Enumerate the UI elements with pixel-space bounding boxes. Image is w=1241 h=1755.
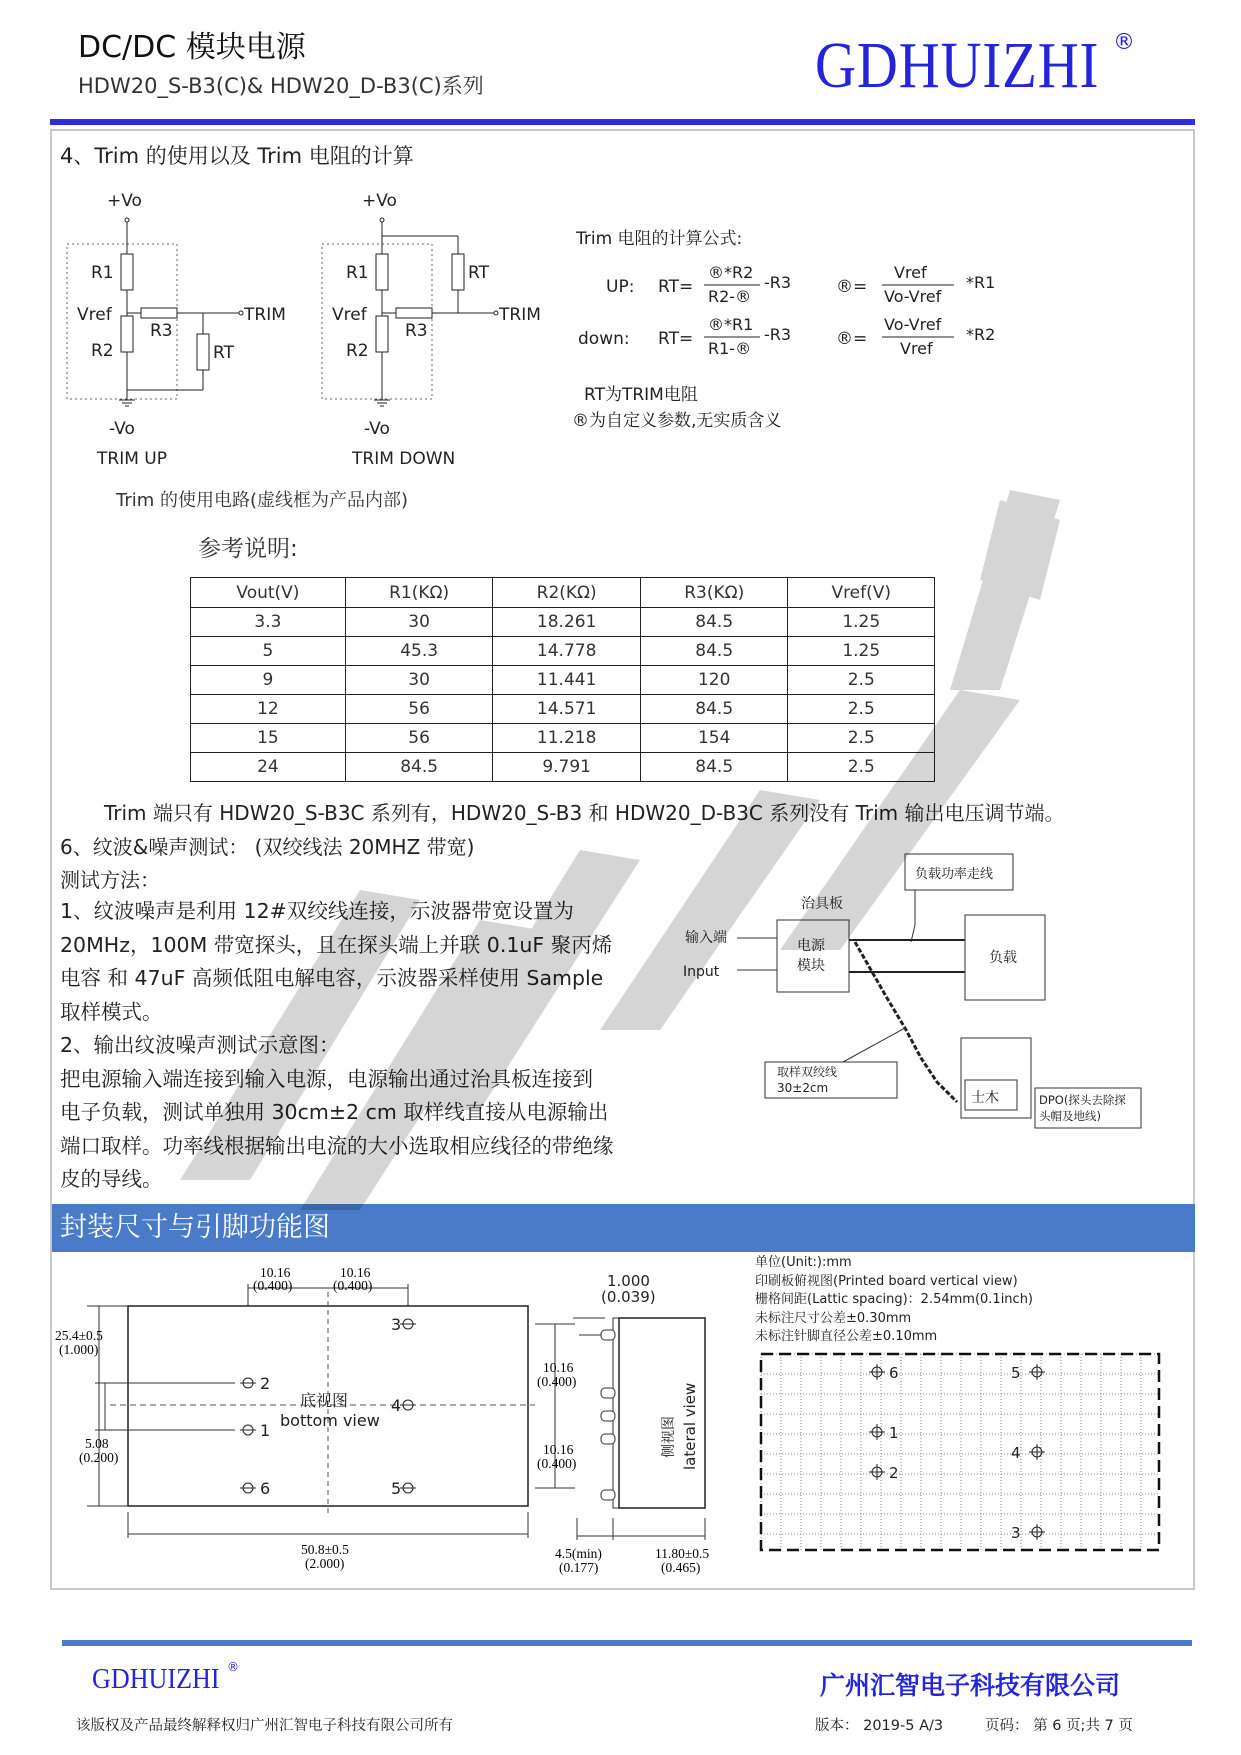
module-label-1: 电源 xyxy=(797,938,825,954)
up-r-eq: ®= xyxy=(836,277,868,297)
pin-6-label: 6 xyxy=(260,1479,271,1498)
document-title: DC/DC 模块电源 xyxy=(78,30,306,65)
reference-title: 参考说明: xyxy=(198,536,298,562)
registered-mark: ® xyxy=(1113,30,1135,55)
load-wire-label: 负载功率走线 xyxy=(915,867,994,882)
pcb-pin-4 xyxy=(1011,1444,1045,1462)
up-label: UP: xyxy=(606,277,635,297)
down-vref-label: Vref xyxy=(332,305,367,325)
pcb-pin-4-label: 4 xyxy=(1011,1444,1021,1462)
dim-depth-in: (0.465) xyxy=(661,1560,701,1575)
table-row xyxy=(191,637,935,666)
pcb-pin-2-label: 2 xyxy=(889,1464,899,1482)
header-r3: R3(KΩ) xyxy=(640,578,788,608)
down-rt-eq: RT= xyxy=(658,329,694,349)
pcb-pin-5-label: 5 xyxy=(1011,1364,1021,1382)
dpo-label-1: DPO(探头去除探 xyxy=(1039,1093,1126,1107)
note-line: 未标注尺寸公差±0.30mm xyxy=(755,1310,912,1326)
sample-wire-label-1: 取样双绞线 xyxy=(777,1065,838,1079)
ripple-description xyxy=(60,895,660,1197)
text-line: 端口取样。功率线根据输出电流的大小选取相应线径的带绝缘 xyxy=(60,1133,614,1158)
table-cell: 56 xyxy=(345,695,493,724)
text-line: 把电源输入端连接到输入电源，电源输出通过治具板连接到 xyxy=(60,1066,593,1091)
table-cell: 14.571 xyxy=(493,695,641,724)
note-r: ®为自定义参数,无实质含义 xyxy=(572,411,782,431)
table-row xyxy=(191,724,935,753)
footer-copyright: 该版权及产品最终解释权归广州汇智电子科技有限公司所有 xyxy=(76,1718,453,1734)
circuit-caption: Trim 的使用电路(虚线框为产品内部) xyxy=(116,490,409,511)
dim-pin-dia-in: (0.039) xyxy=(601,1288,656,1306)
pcb-pin-3-label: 3 xyxy=(1011,1524,1021,1542)
table-cell: 11.441 xyxy=(493,666,641,695)
dim-right-bot-mm: 10.16 xyxy=(543,1442,574,1457)
table-cell: 12 xyxy=(191,695,346,724)
table-cell: 9.791 xyxy=(493,753,641,782)
table-cell: 84.5 xyxy=(345,753,493,782)
text-line: 2、输出纹波噪声测试示意图： xyxy=(60,1033,340,1057)
lateral-view-cn: 侧视图 xyxy=(661,1416,677,1458)
note-line: 未标注针脚直径公差±0.10mm xyxy=(755,1329,938,1344)
down-r2-label: R2 xyxy=(346,341,369,361)
formula-title: Trim 电阻的计算公式: xyxy=(576,229,743,249)
down-denominator: R1-® xyxy=(708,339,752,358)
header-rule xyxy=(50,119,1195,125)
fixture-label: 治具板 xyxy=(801,896,843,912)
up-r-multiplier: *R1 xyxy=(966,273,996,292)
note-rt: RT为TRIM电阻 xyxy=(584,385,698,405)
note-line: 印刷板俯视图(Printed board vertical view) xyxy=(755,1273,1018,1289)
lateral-view-en: lateral view xyxy=(681,1382,699,1470)
pcb-pin-6 xyxy=(869,1364,899,1382)
down-label: down: xyxy=(578,329,630,349)
down-caption: TRIM DOWN xyxy=(352,449,456,469)
text-line: 20MHz，100M 带宽探头，且在探头端上并联 0.1uF 聚丙烯 xyxy=(60,932,613,957)
table-cell: 2.5 xyxy=(788,724,935,753)
brand-logo: GDHUIZHI xyxy=(815,29,1100,102)
dim-height-in: (1.000) xyxy=(59,1342,99,1357)
pcb-pin-3 xyxy=(1011,1524,1045,1542)
text-line: 电子负载，测试单独用 30cm±2 cm 取样线直接从电源输出 xyxy=(60,1100,609,1124)
table-row xyxy=(191,608,935,637)
dim-pin-len-in: (0.177) xyxy=(559,1560,599,1575)
text-line: 1、纹波噪声是利用 12#双绞线连接，示波器带宽设置为 xyxy=(60,899,574,923)
table-cell: 5 xyxy=(191,637,346,666)
bottom-view-cn: 底视图 xyxy=(300,1391,349,1410)
load-label: 负载 xyxy=(989,950,1017,966)
table-row xyxy=(191,695,935,724)
up-minus-r3: -R3 xyxy=(764,273,792,292)
dim-pin-dia-mm: 1.000 xyxy=(607,1272,650,1290)
header-r1: R1(KΩ) xyxy=(345,578,493,608)
table-cell: 84.5 xyxy=(640,695,788,724)
table-row xyxy=(191,753,935,782)
pcb-pin-1-label: 1 xyxy=(889,1424,899,1442)
dim-depth-mm: 11.80±0.5 xyxy=(655,1546,710,1561)
table-cell: 30 xyxy=(345,666,493,695)
trim-down-circuit xyxy=(310,188,570,488)
pin-1-label: 1 xyxy=(260,1421,271,1440)
footer-brand: GDHUIZHI xyxy=(92,1663,220,1695)
dim-width-in: (2.000) xyxy=(305,1556,345,1571)
input-label-en: Input xyxy=(683,964,720,980)
pcb-pin-2 xyxy=(869,1464,899,1482)
up-vo-pos: +Vo xyxy=(107,191,142,211)
up-r1-label: R1 xyxy=(91,263,114,283)
table-cell: 3.3 xyxy=(191,608,346,637)
table-cell: 9 xyxy=(191,666,346,695)
down-rt-label: RT xyxy=(468,263,489,283)
pin-3-label: 3 xyxy=(391,1315,402,1334)
down-r-eq: ®= xyxy=(836,329,868,349)
test-method-label: 测试方法： xyxy=(60,868,160,892)
down-r1-label: R1 xyxy=(346,263,369,283)
pcb-pin-5 xyxy=(1011,1364,1045,1382)
table-cell: 15 xyxy=(191,724,346,753)
up-r2-label: R2 xyxy=(91,341,114,361)
dim-height-mm: 25.4±0.5 xyxy=(55,1328,103,1343)
trim-formulas xyxy=(570,222,1020,432)
up-rt-label: RT xyxy=(213,343,234,363)
trim-up-circuit xyxy=(55,188,315,488)
pcb-notes xyxy=(755,1254,1033,1347)
pcb-pin-6-label: 6 xyxy=(889,1364,899,1382)
footer-version: 版本： 2019-5 A/3 xyxy=(815,1718,944,1734)
dim-width-mm: 50.8±0.5 xyxy=(301,1542,349,1557)
footer-page-number: 页码： 第 6 页;共 7 页 xyxy=(985,1718,1133,1734)
up-denominator: R2-® xyxy=(708,287,752,306)
text-line: 皮的导线。 xyxy=(60,1167,163,1191)
table-header-row xyxy=(191,578,935,608)
pin-5-label: 5 xyxy=(391,1479,402,1498)
package-bottom-view xyxy=(55,1262,595,1572)
dim-pitch-mm: 5.08 xyxy=(85,1436,109,1451)
grid-lines xyxy=(761,1354,1159,1550)
table-cell: 18.261 xyxy=(493,608,641,637)
table-cell: 84.5 xyxy=(640,637,788,666)
dim-top-left-mm: 10.16 xyxy=(260,1265,291,1280)
text-line: 电容 和 47uF 高频低阻电解电容，示波器采样使用 Sample xyxy=(60,966,604,990)
pcb-grid xyxy=(755,1348,1165,1558)
dpo-label-2: 头帽及地线) xyxy=(1039,1109,1101,1123)
table-cell: 45.3 xyxy=(345,637,493,666)
down-trim-label: TRIM xyxy=(499,305,541,325)
up-rt-eq: RT= xyxy=(658,277,694,297)
up-r-denominator: Vo-Vref xyxy=(884,287,942,306)
down-vo-pos: +Vo xyxy=(362,191,397,211)
bottom-view-en: bottom view xyxy=(280,1411,380,1430)
dim-top-left-in: (0.400) xyxy=(253,1278,293,1293)
table-row xyxy=(191,666,935,695)
dim-right-bot-in: (0.400) xyxy=(537,1456,577,1471)
table-cell: 154 xyxy=(640,724,788,753)
table-cell: 14.778 xyxy=(493,637,641,666)
sample-wire-label-2: 30±2cm xyxy=(777,1081,829,1095)
note-line: 栅格间距(Lattic spacing)：2.54mm(0.1inch) xyxy=(755,1292,1034,1307)
header-vref: Vref(V) xyxy=(788,578,935,608)
package-lateral-view xyxy=(555,1268,725,1583)
footer-company: 广州汇智电子科技有限公司 xyxy=(820,1671,1121,1700)
table-cell: 1.25 xyxy=(788,608,935,637)
dim-top-right-mm: 10.16 xyxy=(340,1265,371,1280)
up-caption: TRIM UP xyxy=(97,449,167,469)
footer-rule xyxy=(62,1640,1192,1646)
trim-note: Trim 端只有 HDW20_S-B3C 系列有，HDW20_S-B3 和 HDW20_D-B3C 系列没有 Trim 输出电压调节端。 xyxy=(104,801,1065,825)
probe-symbol-icon: 士木 xyxy=(971,1090,999,1106)
ripple-heading: 6、纹波&噪声测试： (双绞线法 20MHZ 带宽) xyxy=(60,835,475,859)
header-r2: R2(KΩ) xyxy=(493,578,641,608)
down-vo-neg: -Vo xyxy=(364,419,390,439)
pin-2-label: 2 xyxy=(260,1374,271,1393)
table-cell: 11.218 xyxy=(493,724,641,753)
dim-right-top-in: (0.400) xyxy=(537,1374,577,1389)
up-vref-label: Vref xyxy=(77,305,112,325)
footer-registered-mark: ® xyxy=(227,1660,239,1674)
module-label-2: 模块 xyxy=(797,958,825,974)
note-line: 单位(Unit:):mm xyxy=(755,1255,852,1270)
table-cell: 84.5 xyxy=(640,608,788,637)
up-trim-label: TRIM xyxy=(244,305,286,325)
dim-right-top-mm: 10.16 xyxy=(543,1360,574,1375)
down-r-numerator: Vo-Vref xyxy=(884,315,942,334)
input-label-cn: 输入端 xyxy=(685,930,727,946)
table-cell: 84.5 xyxy=(640,753,788,782)
table-cell: 120 xyxy=(640,666,788,695)
up-r3-label: R3 xyxy=(150,321,173,341)
down-minus-r3: -R3 xyxy=(764,325,792,344)
down-r-denominator: Vref xyxy=(900,339,933,358)
down-r-multiplier: *R2 xyxy=(966,325,996,344)
up-r-numerator: Vref xyxy=(894,263,927,282)
table-cell: 24 xyxy=(191,753,346,782)
package-section-bar: 封装尺寸与引脚功能图 xyxy=(52,1204,1195,1252)
down-r3-label: R3 xyxy=(405,321,428,341)
text-line: 取样模式。 xyxy=(60,999,163,1024)
dim-pin-len-mm: 4.5(min) xyxy=(555,1546,602,1561)
dim-pitch-in: (0.200) xyxy=(79,1450,119,1465)
table-cell: 2.5 xyxy=(788,753,935,782)
up-numerator: ®*R2 xyxy=(708,263,754,282)
reference-table xyxy=(190,577,935,782)
table-cell: 1.25 xyxy=(788,637,935,666)
table-cell: 2.5 xyxy=(788,695,935,724)
down-numerator: ®*R1 xyxy=(708,315,754,334)
pin-4-label: 4 xyxy=(391,1396,402,1415)
header-vout: Vout(V) xyxy=(191,578,346,608)
up-vo-neg: -Vo xyxy=(109,419,135,439)
pcb-pin-1 xyxy=(869,1424,899,1442)
table-cell: 2.5 xyxy=(788,666,935,695)
table-cell: 56 xyxy=(345,724,493,753)
dim-top-right-in: (0.400) xyxy=(333,1278,373,1293)
ripple-test-diagram xyxy=(665,850,1185,1140)
document-subtitle: HDW20_S-B3(C)& HDW20_D-B3(C)系列 xyxy=(78,74,484,98)
trim-heading: 4、Trim 的使用以及 Trim 电阻的计算 xyxy=(60,144,414,168)
table-cell: 30 xyxy=(345,608,493,637)
